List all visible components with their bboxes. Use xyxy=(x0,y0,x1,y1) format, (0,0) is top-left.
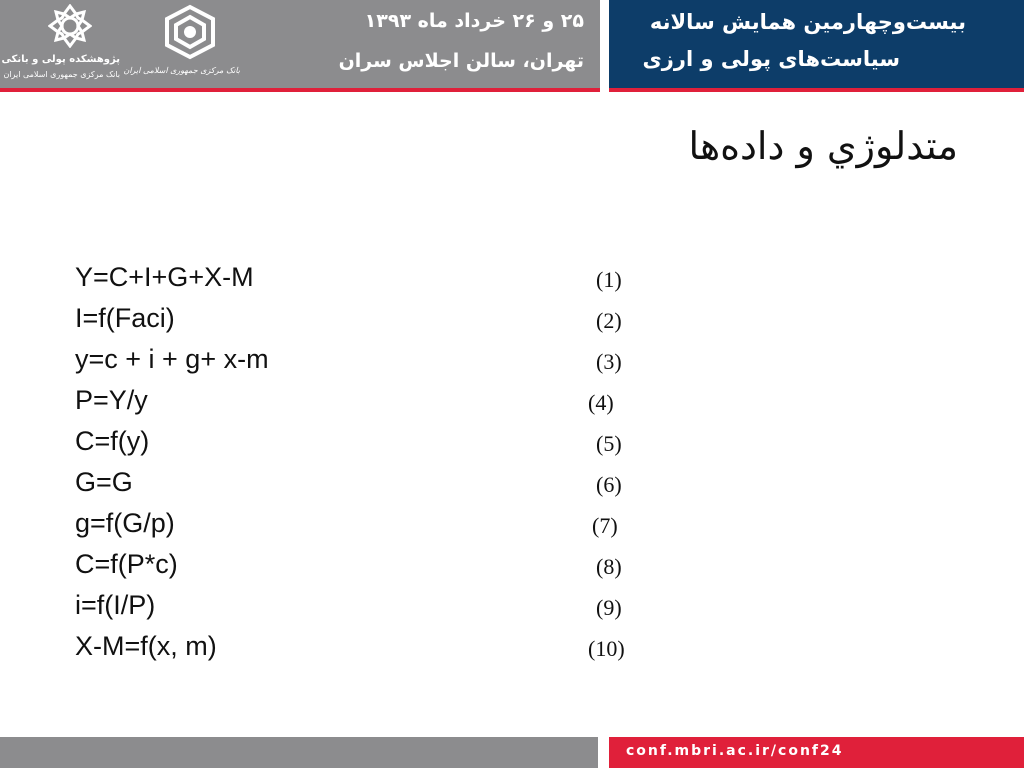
equation-number: (4) xyxy=(588,390,614,415)
equation-formula: X-M=f(x, m) xyxy=(75,631,217,661)
equation-formula: C=f(y) xyxy=(75,426,150,456)
conference-title-line2: سیاست‌های پولی و ارزی xyxy=(642,47,900,71)
equation-number: (6) xyxy=(596,472,622,497)
central-bank-logo xyxy=(123,2,244,86)
equation-formula: I=f(Faci) xyxy=(75,303,175,333)
equation-formula: P=Y/y xyxy=(75,385,148,415)
equation-number: (5) xyxy=(596,431,622,456)
equation-number: (1) xyxy=(596,267,622,292)
conference-date: ۲۵ و ۲۶ خرداد ماه ۱۳۹۳ xyxy=(364,10,584,32)
equation-number: (3) xyxy=(596,349,622,374)
equation-formula: g=f(G/p) xyxy=(75,508,175,538)
header-divider-left xyxy=(0,88,600,92)
mbri-logo-caption: پژوهشکده پولی و بانکی xyxy=(1,54,120,65)
equation-formula: C=f(P*c) xyxy=(75,549,178,579)
conference-venue: تهران، سالن اجلاس سران xyxy=(338,50,584,72)
equation-number: (8) xyxy=(596,554,622,579)
mbri-emblem-icon xyxy=(48,4,92,48)
equation-formula: y=c + i + g+ x-m xyxy=(75,344,269,374)
equation-formula: Y=C+I+G+X-M xyxy=(75,262,254,292)
central-bank-logo-caption: بانک مرکزی جمهوری اسلامی ایران xyxy=(123,66,240,75)
header-divider-right xyxy=(609,88,1024,92)
footer-bar-left xyxy=(0,737,598,768)
equation-number: (7) xyxy=(592,513,618,538)
central-bank-emblem-icon xyxy=(162,4,218,60)
mbri-logo xyxy=(1,4,120,86)
equation-number: (2) xyxy=(596,308,622,333)
slide-title: متدلوژي و داده‌ها xyxy=(688,124,958,168)
equation-formula: G=G xyxy=(75,467,133,497)
equation-formula: i=f(I/P) xyxy=(75,590,156,620)
mbri-logo-subcaption: بانک مرکزی جمهوری اسلامی ایران xyxy=(3,70,120,79)
conference-url: conf.mbri.ac.ir/conf24 xyxy=(626,743,844,759)
equation-number: (9) xyxy=(596,595,622,620)
conference-title-line1: بیست‌وچهارمین همایش سالانه xyxy=(649,10,966,34)
equation-number: (10) xyxy=(588,636,625,661)
